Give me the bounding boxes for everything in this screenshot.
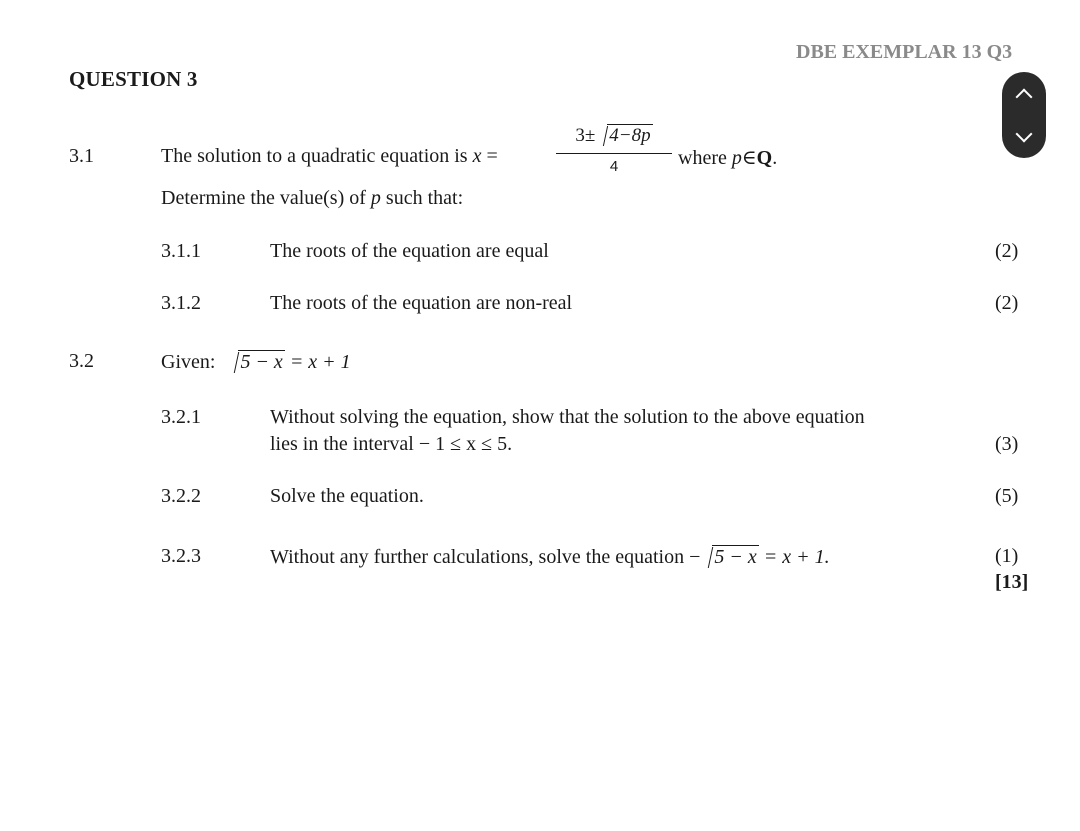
chevron-up-icon	[1016, 88, 1033, 105]
where-set: Q	[756, 147, 773, 169]
numerator-prefix: 3±	[575, 125, 596, 146]
subquestion-text-suffix: = x + 1.	[758, 546, 830, 568]
subquestion-text: The roots of the equation are equal	[270, 240, 549, 262]
subquestion-number: 3.2.2	[161, 485, 201, 507]
determine-text: Determine the value(s) of	[161, 187, 371, 209]
intro-equals: =	[481, 145, 498, 167]
chevron-down-icon	[1016, 125, 1033, 142]
subquestion-text-prefix: Without any further calculations, solve the equation −	[270, 546, 701, 568]
subquestion-text: The roots of the equation are non-real	[270, 292, 573, 314]
where-clause	[678, 145, 777, 170]
subquestion-radicand: 5 − x	[714, 546, 757, 568]
determine-line	[161, 187, 463, 210]
subquestion-number: 3.2.3	[161, 545, 201, 567]
page-nav-control	[1002, 72, 1046, 158]
where-variable: p	[731, 147, 742, 169]
exemplar-tag: DBE EXEMPLAR 13 Q3	[796, 41, 1013, 63]
next-page-button[interactable]	[1002, 115, 1046, 158]
subquestion-text	[270, 545, 830, 569]
given-radicand: 5 − x	[240, 351, 283, 373]
given-label: Given:	[161, 351, 216, 373]
subquestion-marks: (5)	[995, 485, 1019, 507]
where-end: .	[772, 147, 778, 169]
intro-variable: x	[472, 145, 482, 167]
subquestion-text: Solve the equation.	[270, 485, 424, 507]
subquestion-marks: (1)	[995, 545, 1019, 567]
given-rhs: = x + 1	[289, 351, 351, 373]
sqrt-radicand: 4−8p	[609, 125, 651, 146]
subquestion-sqrt	[700, 545, 758, 569]
given-sqrt	[226, 350, 284, 374]
subquestion-marks: (2)	[995, 240, 1019, 262]
subquestion-marks: (2)	[995, 292, 1019, 314]
solution-fraction	[556, 124, 672, 184]
fraction-bar	[556, 153, 672, 154]
question-total-marks: [13]	[995, 571, 1029, 593]
subquestion-marks: (3)	[995, 433, 1019, 455]
fraction-denominator: 4	[609, 158, 619, 175]
subquestion-number: 3.2.1	[161, 406, 201, 428]
subquestion-text: Without solving the equation, show that the solution to the above equation	[270, 406, 865, 428]
fraction-numerator	[556, 124, 672, 147]
subquestion-text-line2: lies in the interval − 1 ≤ x ≤ 5.	[270, 433, 513, 455]
previous-page-button[interactable]	[1002, 72, 1046, 115]
question-title: QUESTION 3	[69, 67, 198, 91]
subquestion-number: 3.1.2	[161, 292, 201, 314]
subquestion-number: 3.1.1	[161, 240, 201, 262]
question-number: 3.1	[69, 145, 94, 167]
given-equation	[161, 350, 351, 374]
sqrt-expression	[595, 124, 652, 147]
where-text: where	[678, 147, 732, 169]
intro-text: The solution to a quadratic equation is	[161, 145, 473, 167]
question-intro	[161, 145, 498, 168]
determine-suffix: such that:	[380, 187, 464, 209]
determine-variable: p	[370, 187, 381, 209]
question-number: 3.2	[69, 350, 94, 372]
where-in: ∈	[741, 147, 757, 169]
